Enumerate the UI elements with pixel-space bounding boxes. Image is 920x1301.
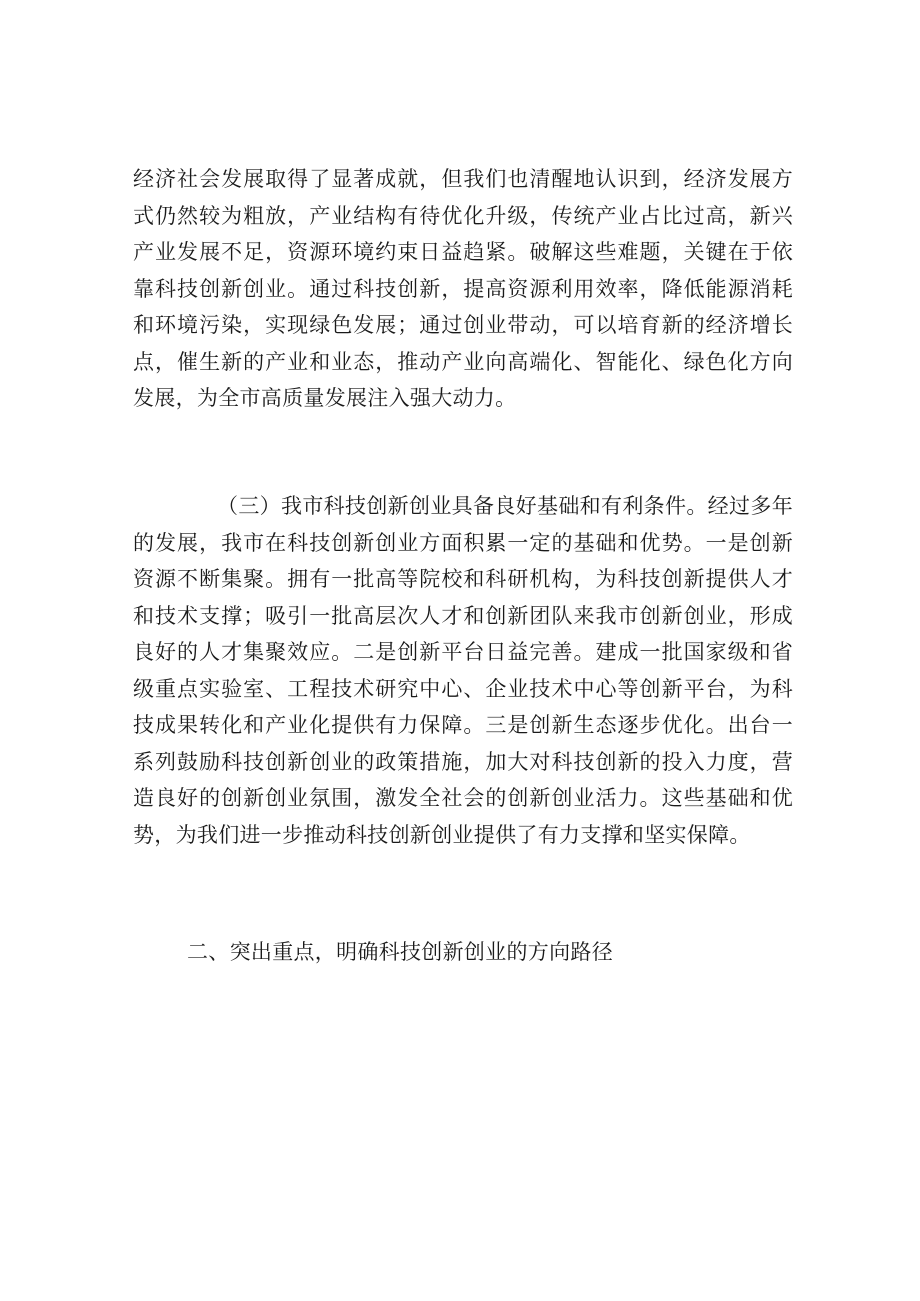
body-paragraph-innovation-foundation: （三）我市科技创新创业具备良好基础和有利条件。经过多年的发展，我市在科技创新创业方面积累一定的基础和优势。一是创新资源不断集聚。拥有一批高等院校和科研机构，为科技创新提供人才和技术支撑；吸引一批高层次人才和创新团队来我市创新创业，形成良好的人才集聚效应。二是创新平台日益完善。建成一批国家级和省级重点实验室、工程技术研究中心、企业技术中心等创新平台，为科技成果转化和产业化提供有力保障。三是创新生态逐步优化。出台一系列鼓励科技创新创业的政策措施，加大对科技创新的投入力度，营造良好的创新创业氛围，激发全社会的创新创业活力。这些基础和优势，为我们进一步推动科技创新创业提供了有力支撑和坚实保障。	[133, 494, 793, 847]
section-heading: 二、突出重点，明确科技创新创业的方向路径	[187, 940, 613, 964]
body-paragraph-economic-development: 经济社会发展取得了显著成就，但我们也清醒地认识到，经济发展方式仍然较为粗放，产业结构有待优化升级，传统产业占比过高，新兴产业发展不足，资源环境约束日益趋紧。破解这些难题，关键在于依靠科技创新创业。通过科技创新，提高资源利用效率，降低能源消耗和环境污染，实现绿色发展；通过创业带动，可以培育新的经济增长点，催生新的产业和业态，推动产业向高端化、智能化、绿色化方向发展，为全市高质量发展注入强大动力。	[133, 167, 793, 410]
